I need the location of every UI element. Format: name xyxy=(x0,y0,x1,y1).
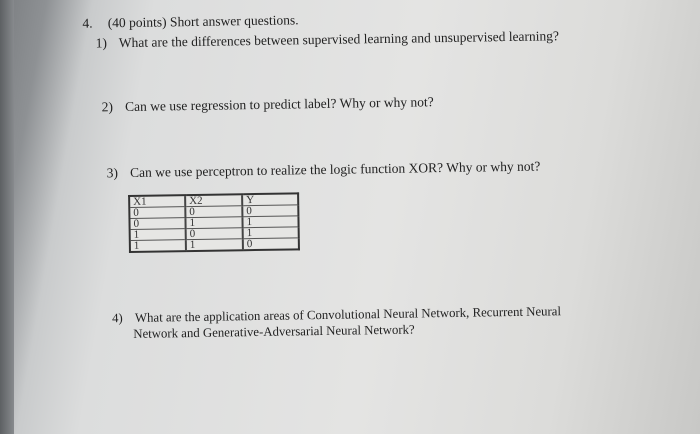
subquestion-4-text-line1: What are the application areas of Convolutional Neural Network, Recurrent Neural xyxy=(134,304,562,325)
table-cell: 1 xyxy=(186,239,243,251)
subquestion-4-number: 4) xyxy=(111,311,123,326)
subquestion-2-text: Can we use regression to predict label? Why or why not? xyxy=(124,94,434,115)
table-cell: 0 xyxy=(129,218,185,230)
table-cell: 0 xyxy=(186,228,243,240)
table-cell: 1 xyxy=(130,240,186,252)
table-cell: 1 xyxy=(243,227,299,239)
subquestion-1-number: 1) xyxy=(95,35,108,51)
subquestion-4-text-line2: Network and Generative-Adversarial Neural Network? xyxy=(133,322,415,341)
subquestion-2-number: 2) xyxy=(101,99,114,115)
subquestion-3-text: Can we use perceptron to realize the logic function XOR? Why or why not? xyxy=(129,158,541,180)
table-cell: 1 xyxy=(242,216,298,228)
table-cell: 0 xyxy=(243,238,299,250)
subquestion-2 xyxy=(102,94,434,115)
header-y: Y xyxy=(242,193,298,205)
subquestion-4-continued xyxy=(133,323,415,342)
question-title: (40 points) Short answer questions. xyxy=(107,12,299,31)
table-row xyxy=(130,238,299,252)
subquestion-1-text: What are the differences between supervised learning and unsupervised learning? xyxy=(118,28,560,51)
table-cell: 0 xyxy=(185,206,242,218)
table-cell: 0 xyxy=(242,205,298,217)
question-number: 4. xyxy=(82,15,93,31)
subquestion-3 xyxy=(107,159,541,182)
xor-truth-table xyxy=(128,192,300,253)
header-x1: X1 xyxy=(129,195,185,207)
subquestion-1 xyxy=(96,28,560,51)
table-cell: 1 xyxy=(130,229,186,241)
question-header xyxy=(82,12,298,31)
table-cell: 1 xyxy=(185,217,242,229)
table-cell: 0 xyxy=(129,207,185,219)
header-x2: X2 xyxy=(185,194,242,206)
subquestion-3-number: 3) xyxy=(106,165,119,181)
